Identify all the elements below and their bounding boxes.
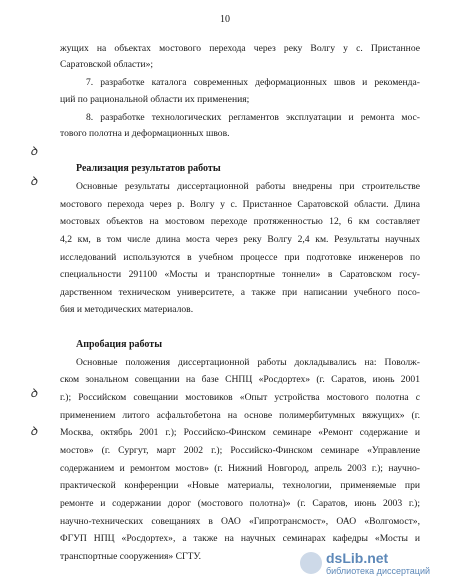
approbation-line: мостов» (г. Сургут, март 2002 г.); Российско-Финском семинаре «Управление [60,445,420,456]
list-line: ций по рациональной области их применения; [60,94,250,105]
results-line: исследований используются в учебном процессе при подготовке инженеров по [60,252,420,263]
margin-mark: ꝺ [30,144,38,158]
watermark-title: dsLib.net [326,550,389,566]
results-line: дарственном техническом университете, а также при написании учебного посо- [60,287,420,298]
dslib-logo-icon [300,552,322,574]
dslib-watermark [294,548,450,579]
approbation-line: научно-технических совещаниях в ОАО «Гипротрансмост», ОАО «Волгомост», [60,516,420,527]
approbation-line: применением литого асфальтобетона на основе полимербитумных вяжущих» (г. [60,410,420,421]
page-number: 10 [220,14,230,25]
margin-mark: ꝺ [30,174,38,188]
approbation-heading: Апробация работы [76,339,162,350]
margin-mark: ꝺ [30,424,38,438]
list-item-8: 8. разработке технологических регламентов эксплуатации и ремонта мос- [86,112,420,123]
watermark-subtitle: библиотека диссертаций [326,566,431,576]
list-line: тового полотна и деформационных швов. [60,128,230,139]
results-line: специальности 291100 «Мосты и транспортные тоннели» в Саратовском госу- [60,269,420,280]
results-line: бия и методических материалов. [60,304,194,315]
approbation-line: ФГУП НПЦ «Росдортех», а также на научных семинарах кафедры «Мосты и [60,533,420,544]
results-heading: Реализация результатов работы [76,163,221,174]
approbation-line: транспортные сооружения» СГТУ. [60,551,202,562]
approbation-line: Основные положения диссертационной работы докладывались на: Поволж- [76,357,420,368]
list-item-7: 7. разработке каталога современных деформационных швов и рекоменда- [86,77,420,88]
margin-mark: ꝺ [30,386,38,400]
approbation-line: г.); Российском совещании мостовиков «Опыт устройства мостового полотна с [60,392,420,403]
approbation-line: ремонте и содержании дорог (мостового полотна)» (г. Саратов, июнь 2003 г.); [60,498,420,509]
approbation-line: содержанием и ремонтом мостов» (г. Нижний Новгород, апрель 2003 г.); научно- [60,463,420,474]
list-line: Саратовской области»; [60,59,154,70]
approbation-line: Москва, октябрь 2001 г.); Российско-Финском семинаре «Ремонт содержание и [60,427,420,438]
results-line: мостовых объектов на мостовом переходе протяженностью 12, 6 км составляет [60,216,420,227]
results-line: мостового перехода через р. Волгу у с. Пристанное Саратовской области. Длина [60,199,420,210]
approbation-line: ском зональном совещании на базе СНПЦ «Росдортех» (г. Саратов, июнь 2001 [60,374,420,385]
results-line: Основные результаты диссертационной работы внедрены при строительстве [76,181,420,192]
list-line: жущих на объектах мостового перехода через реку Волгу у с. Пристанное [60,43,420,54]
approbation-line: практической конференции «Новые материалы, технологии, применяемые при [60,480,420,491]
results-line: 4,2 км, в том числе длина моста через реку Волгу 2,4 км. Результаты научных [60,234,420,245]
